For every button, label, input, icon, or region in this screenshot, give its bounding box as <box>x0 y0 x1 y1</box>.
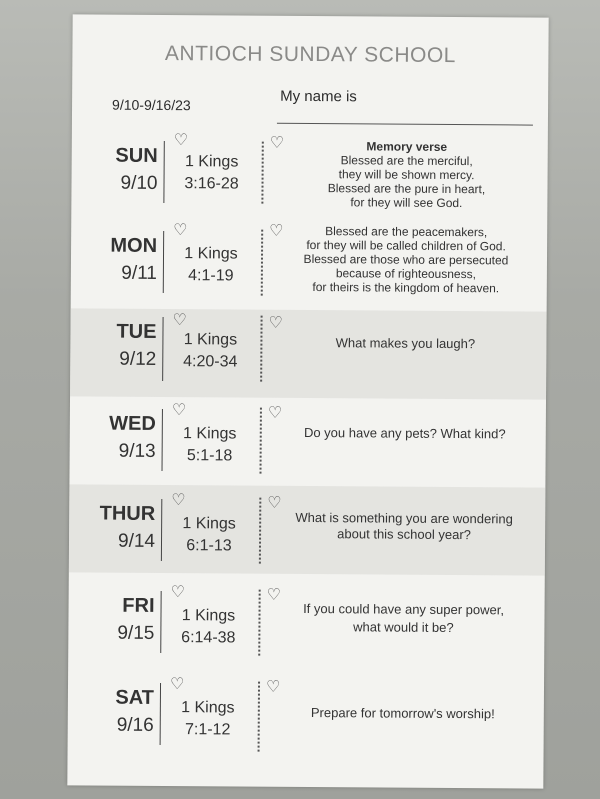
divider-line <box>163 141 164 203</box>
verse-ref: 5:1-18 <box>186 447 233 465</box>
name-label: My name is <box>280 87 357 106</box>
day-row-mon <box>71 220 548 311</box>
heart-icon: ♡ <box>269 134 285 152</box>
dotted-divider <box>259 498 261 564</box>
day-name: FRI <box>122 594 155 617</box>
dotted-divider <box>258 682 260 752</box>
memory-verse-text: Blessed are the peacemakers, for they will be called children of God. Blessed are those who are persecuted because of righteousness, for theirs is the kingdom of heaven. <box>303 224 509 296</box>
dotted-divider <box>261 142 263 204</box>
heart-icon: ♡ <box>267 494 282 512</box>
schedule-card <box>67 14 548 788</box>
day-date: 9/12 <box>119 348 157 370</box>
day-name: THUR <box>99 502 156 525</box>
book-name: 1 Kings <box>182 515 236 533</box>
day-date: 9/16 <box>116 714 154 736</box>
verse-ref: 4:1-19 <box>188 267 234 285</box>
day-row-thur <box>69 484 546 575</box>
book-name: 1 Kings <box>181 607 236 625</box>
day-date: 9/11 <box>121 262 157 284</box>
divider-line <box>160 591 161 653</box>
question-text: If you could have any super power, what would it be? <box>303 600 505 636</box>
day-row-tue <box>70 308 547 399</box>
divider-line <box>163 231 164 293</box>
verse-ref: 6:14-38 <box>181 629 236 647</box>
heart-icon: ♡ <box>172 312 187 330</box>
book-name: 1 Kings <box>183 425 237 443</box>
heart-icon: ♡ <box>269 222 284 240</box>
day-row-fri <box>68 574 545 665</box>
day-name: SUN <box>115 144 158 167</box>
dotted-divider <box>261 230 263 296</box>
question-text: Do you have any pets? What kind? <box>303 424 506 442</box>
memory-verse-heading: Memory verse <box>366 139 448 154</box>
verse-ref: 3:16-28 <box>184 175 239 193</box>
book-name: 1 Kings <box>181 699 235 717</box>
day-name: MON <box>110 234 158 257</box>
day-date: 9/10 <box>120 172 158 194</box>
heart-icon: ♡ <box>171 492 186 510</box>
heart-icon: ♡ <box>171 402 187 420</box>
heart-icon: ♡ <box>265 678 281 696</box>
day-name: WED <box>109 412 156 435</box>
verse-ref: 7:1-12 <box>184 721 231 739</box>
date-range: 9/10-9/16/23 <box>112 96 191 114</box>
day-row-sun <box>71 132 548 223</box>
divider-line <box>161 499 162 561</box>
day-date: 9/13 <box>118 440 156 462</box>
book-name: 1 Kings <box>183 331 238 349</box>
heart-icon: ♡ <box>173 132 189 150</box>
question-text: Prepare for tomorrow's worship! <box>310 705 495 722</box>
book-name: 1 Kings <box>184 245 238 263</box>
dotted-divider <box>259 408 261 474</box>
heart-icon: ♡ <box>266 586 282 604</box>
memory-verse-text: Blessed are the merciful, they will be shown mercy. Blessed are the pure in heart, for they will see God. <box>327 153 486 211</box>
day-row-wed <box>69 396 546 487</box>
heart-icon: ♡ <box>173 222 188 240</box>
divider-line <box>162 317 163 381</box>
question-text: What makes you laugh? <box>335 335 476 352</box>
question-text: What is something you are wondering about this school year? <box>295 509 513 543</box>
day-name: SAT <box>115 686 155 709</box>
divider-line <box>162 409 163 471</box>
day-name: TUE <box>116 320 157 343</box>
dotted-divider <box>260 316 262 382</box>
heart-icon: ♡ <box>268 314 283 332</box>
page-title: ANTIOCH SUNDAY SCHOOL <box>164 41 456 68</box>
day-date: 9/14 <box>117 530 156 552</box>
dotted-divider <box>258 590 260 656</box>
book-name: 1 Kings <box>184 153 239 171</box>
verse-ref: 4:20-34 <box>183 353 238 371</box>
heart-icon: ♡ <box>267 404 283 422</box>
day-row-sat <box>68 664 545 755</box>
divider-line <box>160 683 161 745</box>
day-date: 9/15 <box>117 622 155 644</box>
verse-ref: 6:1-13 <box>186 537 232 555</box>
heart-icon: ♡ <box>170 584 186 602</box>
memory-verse <box>281 139 531 211</box>
name-blank-line <box>277 123 533 126</box>
heart-icon: ♡ <box>169 676 185 694</box>
